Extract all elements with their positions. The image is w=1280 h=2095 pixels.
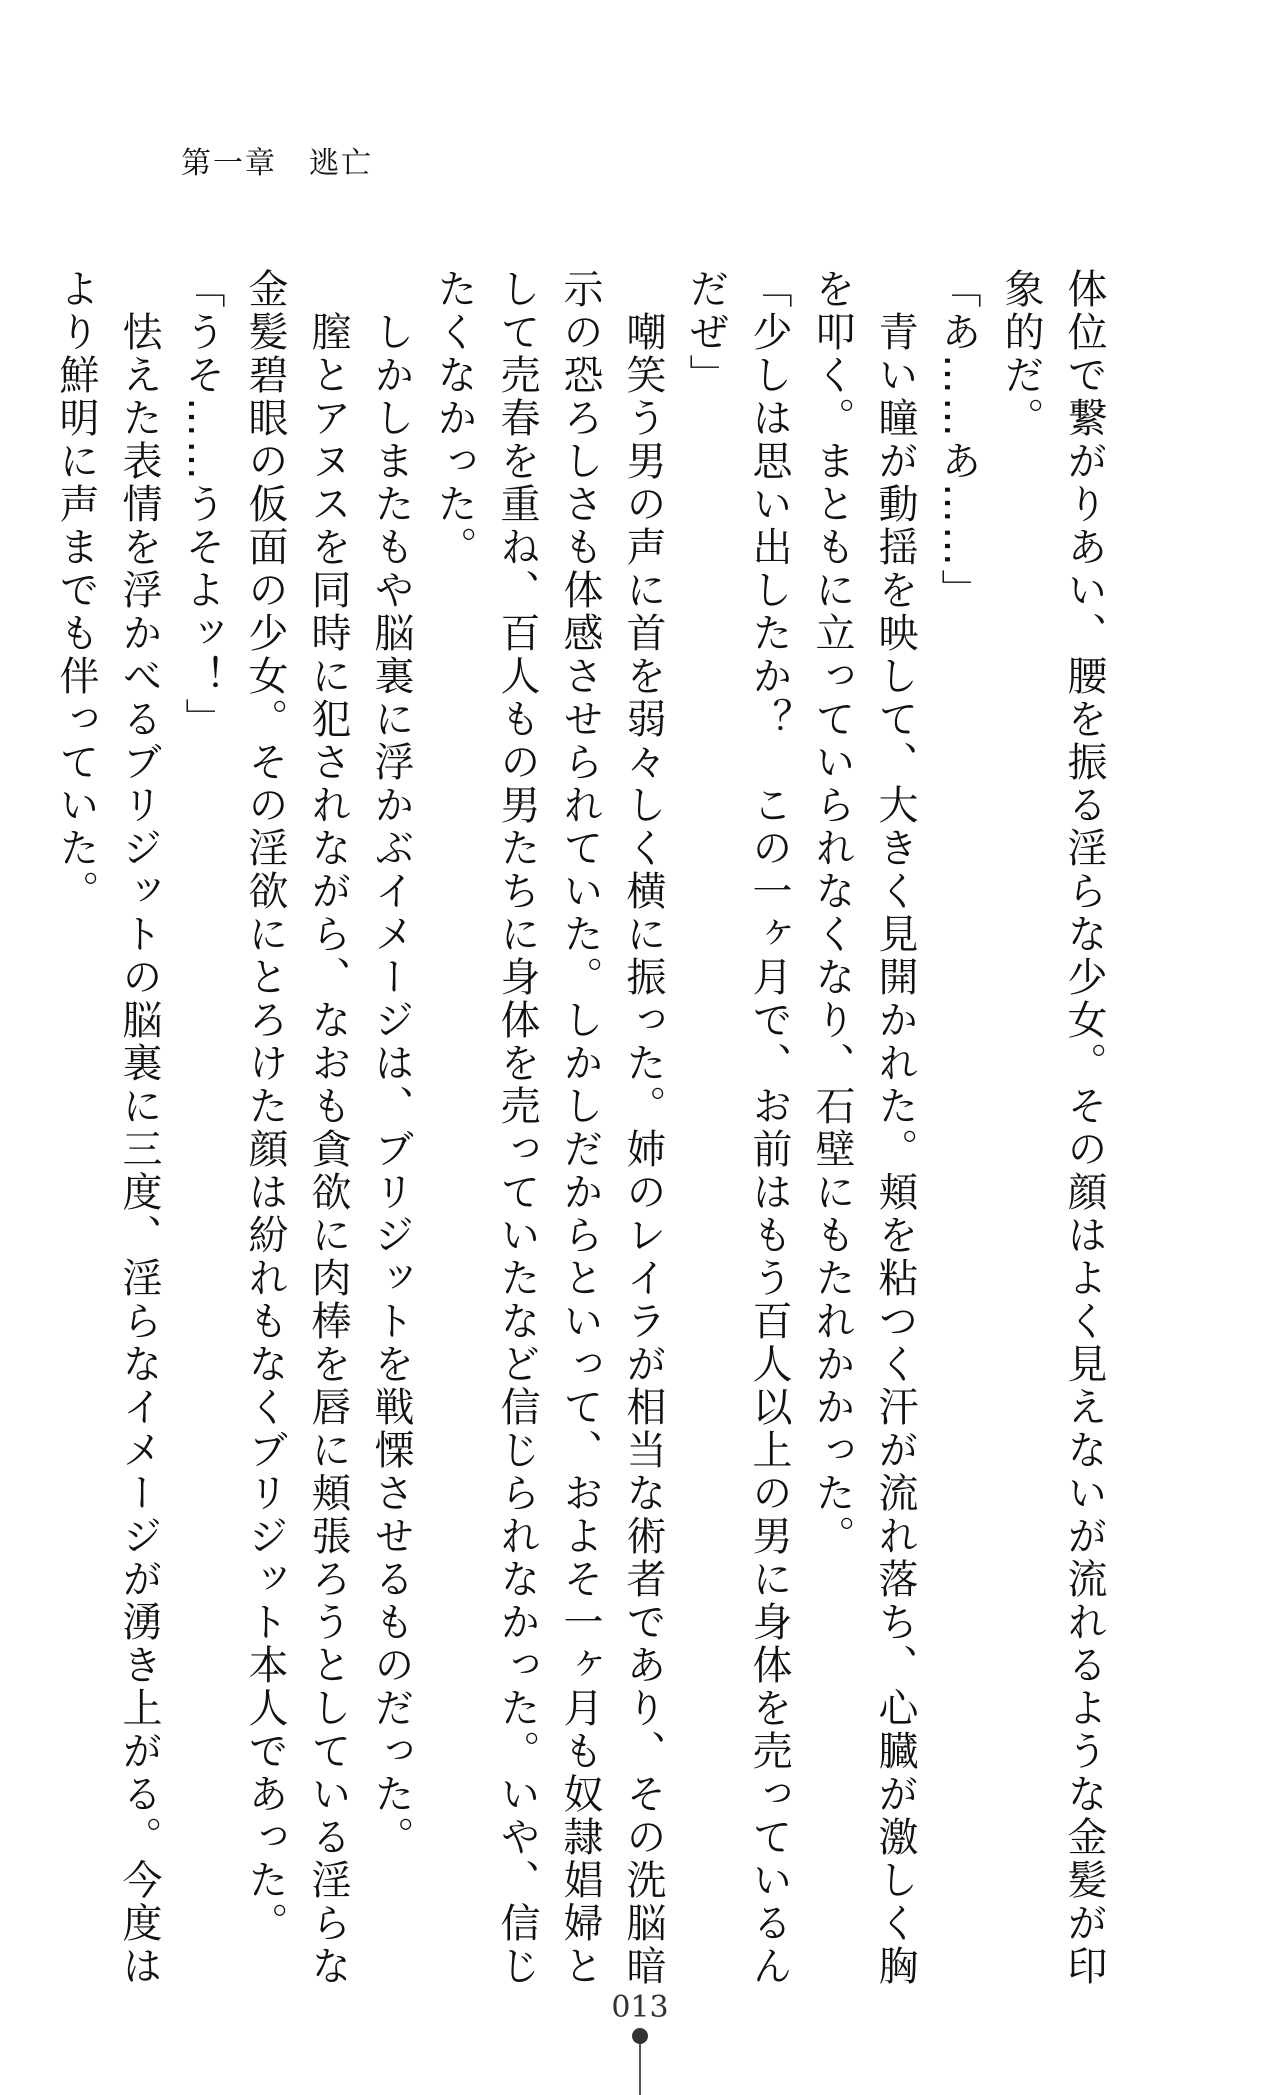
text-column: を叩く。まともに立っていられなくなり、石壁にもたれかかった。 bbox=[809, 268, 855, 1558]
text-column: たくなかった。 bbox=[431, 268, 477, 569]
text-column: 「少しは思い出したか？ この一ヶ月で、お前はもう百人以上の男に身体を売っているん bbox=[746, 268, 792, 1988]
text-column: 「うそ……うそよッ！」 bbox=[179, 268, 225, 741]
page-marker-line bbox=[639, 2044, 641, 2095]
text-column: 嘲笑う男の声に首を弱々しく横に振った。姉のレイラが相当な術者であり、その洗脳暗 bbox=[620, 268, 666, 1988]
text-column: 怯えた表情を浮かべるブリジットの脳裏に三度、淫らなイメージが湧き上がる。今度は bbox=[116, 268, 162, 1988]
text-column: より鮮明に声までも伴っていた。 bbox=[53, 268, 99, 913]
text-column: して売春を重ね、百人もの男たちに身体を売っていたなど信じられなかった。いや、信じ bbox=[494, 268, 540, 1988]
text-column: 示の恐ろしさも体感させられていた。しかしだからといって、およそ一ヶ月も奴隷娼婦と bbox=[557, 268, 603, 1988]
text-column: 「あ……あ……」 bbox=[935, 268, 981, 612]
page-number: 013 bbox=[611, 1990, 669, 2025]
text-column: しかしまたもや脳裏に浮かぶイメージは、ブリジットを戦慄させるものだった。 bbox=[368, 268, 414, 1859]
page-marker-dot bbox=[632, 2028, 648, 2044]
text-column: 体位で繋がりあい、腰を振る淫らな少女。その顔はよく見えないが流れるような金髪が印 bbox=[1061, 268, 1107, 1988]
text-column: 膣とアヌスを同時に犯されながら、なおも貪欲に肉棒を唇に頬張ろうとしている淫らな bbox=[305, 268, 351, 1988]
text-column: 象的だ。 bbox=[998, 268, 1044, 440]
text-column: 金髪碧眼の仮面の少女。その淫欲にとろけた顔は紛れもなくブリジット本人であった。 bbox=[242, 268, 288, 1945]
body-text bbox=[44, 268, 1115, 1988]
text-column: だぜ」 bbox=[683, 268, 729, 397]
text-column: 青い瞳が動揺を映して、大きく見開かれた。頬を粘つく汗が流れ落ち、心臓が激しく胸 bbox=[872, 268, 918, 1988]
page-marker-icon bbox=[632, 2028, 648, 2095]
running-head: 第一章 逃亡 bbox=[181, 146, 373, 181]
